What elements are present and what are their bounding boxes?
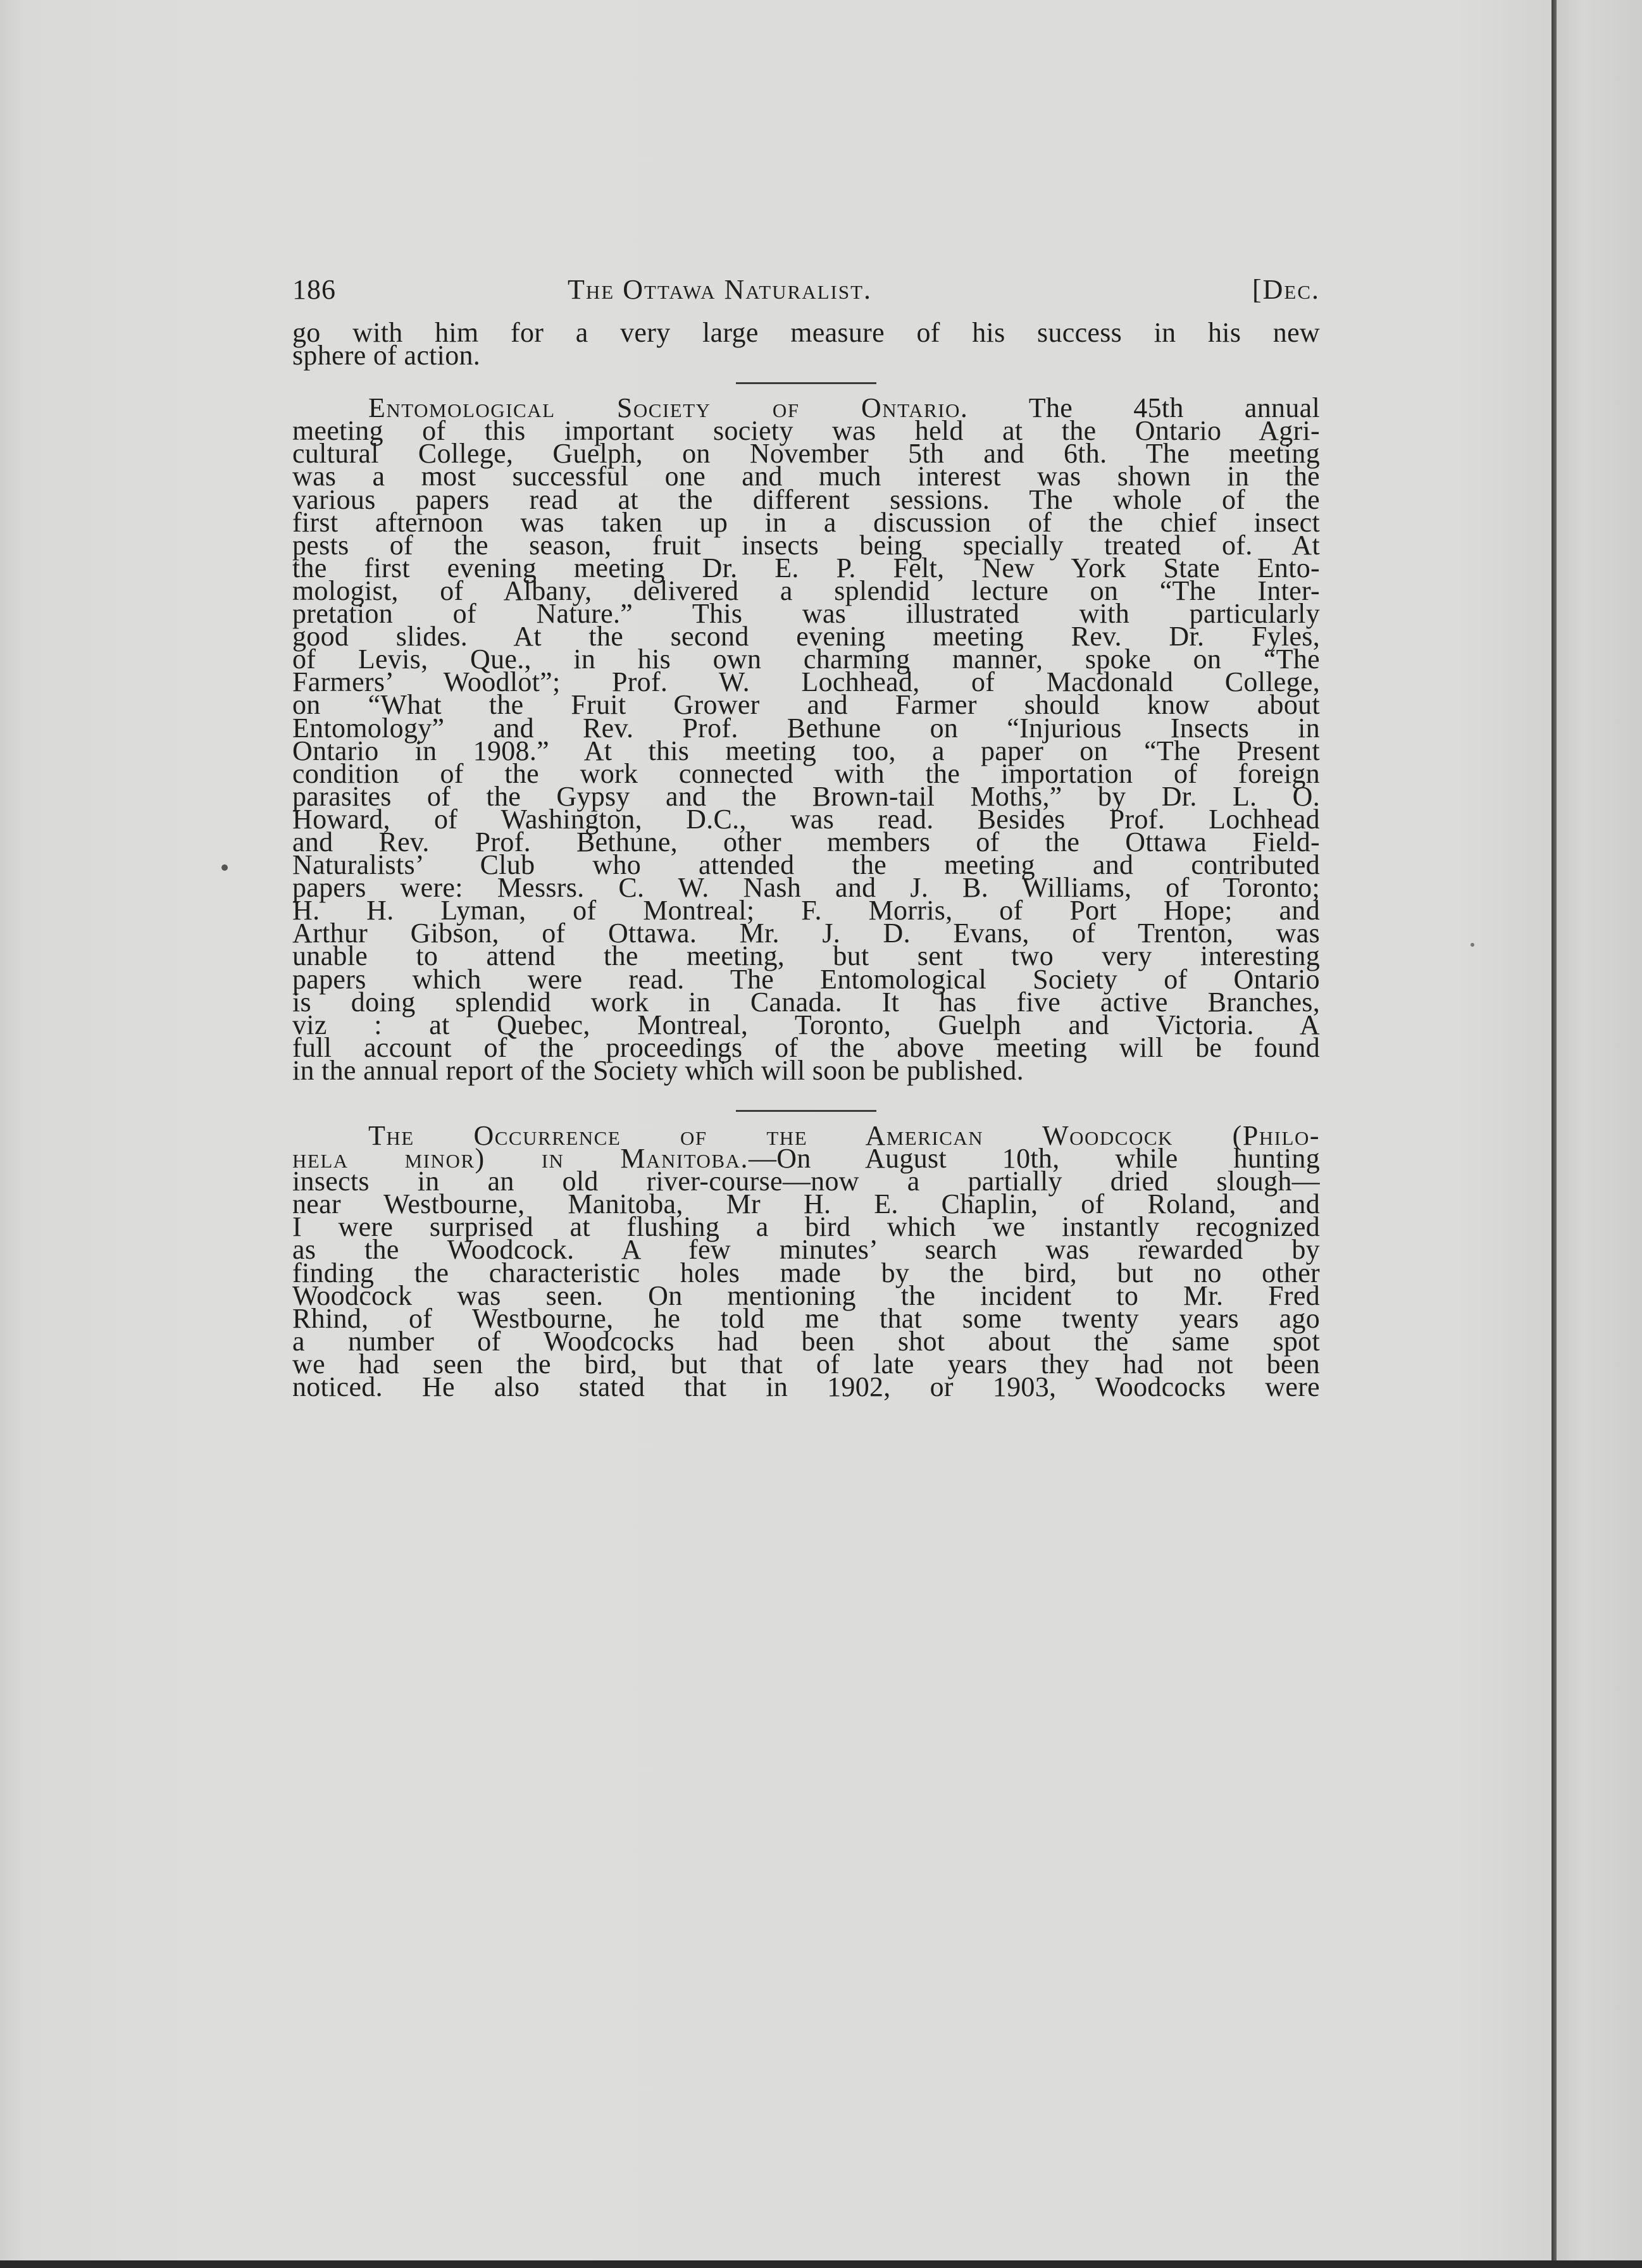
text-line: finding the characteristic holes made by the bird, but no other [292,1257,1320,1288]
text-line: was a most successful one and much interest was shown in the [292,461,1320,492]
text-line: I were surprised at flushing a bird which we instantly recognized [292,1211,1320,1243]
text-line: various papers read at the different sessions. The whole of the [292,483,1320,515]
section-divider [736,382,876,384]
section-heading-continued: hela minor) in Manitoba. [292,1143,749,1174]
text-line: pretation of Nature.” This was illustrated with particularly [292,598,1320,630]
text-line: good slides. At the second evening meeting Rev. Dr. Fyles, [292,621,1320,652]
text-line: Farmers’ Woodlot”; Prof. W. Lochhead, of Macdonald College, [292,666,1320,698]
text-line: H. H. Lyman, of Montreal; F. Morris, of Port Hope; and [292,895,1320,926]
text-line: viz : at Quebec, Montreal, Toronto, Guelph and Victoria. A [292,1009,1320,1040]
journal-title: The Ottawa Naturalist. [568,274,873,305]
bottom-edge-shadow [0,2260,1642,2268]
text-line: Woodcock was seen. On mentioning the incident to Mr. Fred [292,1280,1320,1311]
text-line-rest: —On August 10th, while hunting [748,1143,1320,1174]
page-text [292,266,1320,1403]
text-line: pests of the season, fruit insects being specially treated of. At [292,529,1320,561]
text-line: go with him for a very large measure of his success in his new [292,317,1320,348]
text-line: in the annual report of the Society which will soon be published. [292,1054,1024,1086]
text-line: parasites of the Gypsy and the Brown-tail Moths,” by Dr. L. O. [292,780,1320,812]
text-line: first afternoon was taken up in a discussion of the chief insect [292,506,1320,538]
text-line: unable to attend the meeting, but sent two very interesting [292,940,1320,972]
section-heading: Entomological Society of Ontario. [368,392,969,424]
text-line: and Rev. Prof. Bethune, other members of the Ottawa Field- [292,826,1320,857]
text-line: as the Woodcock. A few minutes’ search was rewarded by [292,1234,1320,1266]
text-line: of Levis, Que., in his own charming manner, spoke on “The [292,644,1320,675]
text-line: we had seen the bird, but that of late years they had not been [292,1348,1320,1380]
issue-month: [Dec. [1252,274,1320,305]
text-line: Naturalists’ Club who attended the meeting and contributed [292,849,1320,881]
text-line: near Westbourne, Manitoba, Mr H. E. Chaplin, of Roland, and [292,1188,1320,1220]
text-line: sphere of action. [292,340,481,371]
text-line: cultural College, Guelph, on November 5th and 6th. The meeting [292,438,1320,470]
text-line: noticed. He also stated that in 1902, or 1903, Woodcocks were [292,1371,1320,1403]
text-line: Arthur Gibson, of Ottawa. Mr. J. D. Evans, of Trenton, was [292,918,1320,949]
running-header [292,266,1320,316]
text-line: Entomology” and Rev. Prof. Bethune on “Injurious Insects in [292,712,1320,744]
text-line: papers which were read. The Entomological Society of Ontario [292,963,1320,995]
paragraph-woodcock [292,1120,1320,1403]
text-line: a number of Woodcocks had been shot about the same spot [292,1325,1320,1357]
page-number: 186 [292,274,336,305]
text-line: mologist, of Albany, delivered a splendid lecture on “The Inter- [292,575,1320,606]
text-line: the first evening meeting Dr. E. P. Felt, New York State Ento- [292,552,1320,583]
text-line-rest: The 45th annual [1028,392,1320,424]
text-line: Rhind, of Westbourne, he told me that some twenty years ago [292,1302,1320,1334]
text-line: full account of the proceedings of the above meeting will be found [292,1031,1320,1063]
text-line: papers were: Messrs. C. W. Nash and J. B. Williams, of Toronto; [292,872,1320,904]
section-heading: The Occurrence of the American Woodcock (Philo- [368,1120,1320,1151]
paragraph-continuation [292,317,1320,371]
section-divider [736,1110,876,1112]
text-line: on “What the Fruit Grower and Farmer should know about [292,689,1320,721]
page-edge-shadow [1552,0,1557,2268]
paragraph-entomological-society [292,392,1320,1086]
ink-speck [1471,943,1474,947]
adjacent-page-margin [1557,0,1642,2268]
text-line: condition of the work connected with the importation of foreign [292,757,1320,789]
text-line: insects in an old river-course—now a partially dried slough— [292,1166,1320,1197]
ink-speck [221,864,228,871]
text-line: Ontario in 1908.” At this meeting too, a paper on “The Present [292,735,1320,766]
text-line: Howard, of Washington, D.C., was read. Besides Prof. Lochhead [292,803,1320,835]
text-line: meeting of this important society was held at the Ontario Agri- [292,415,1320,447]
text-line: is doing splendid work in Canada. It has five active Branches, [292,986,1320,1018]
